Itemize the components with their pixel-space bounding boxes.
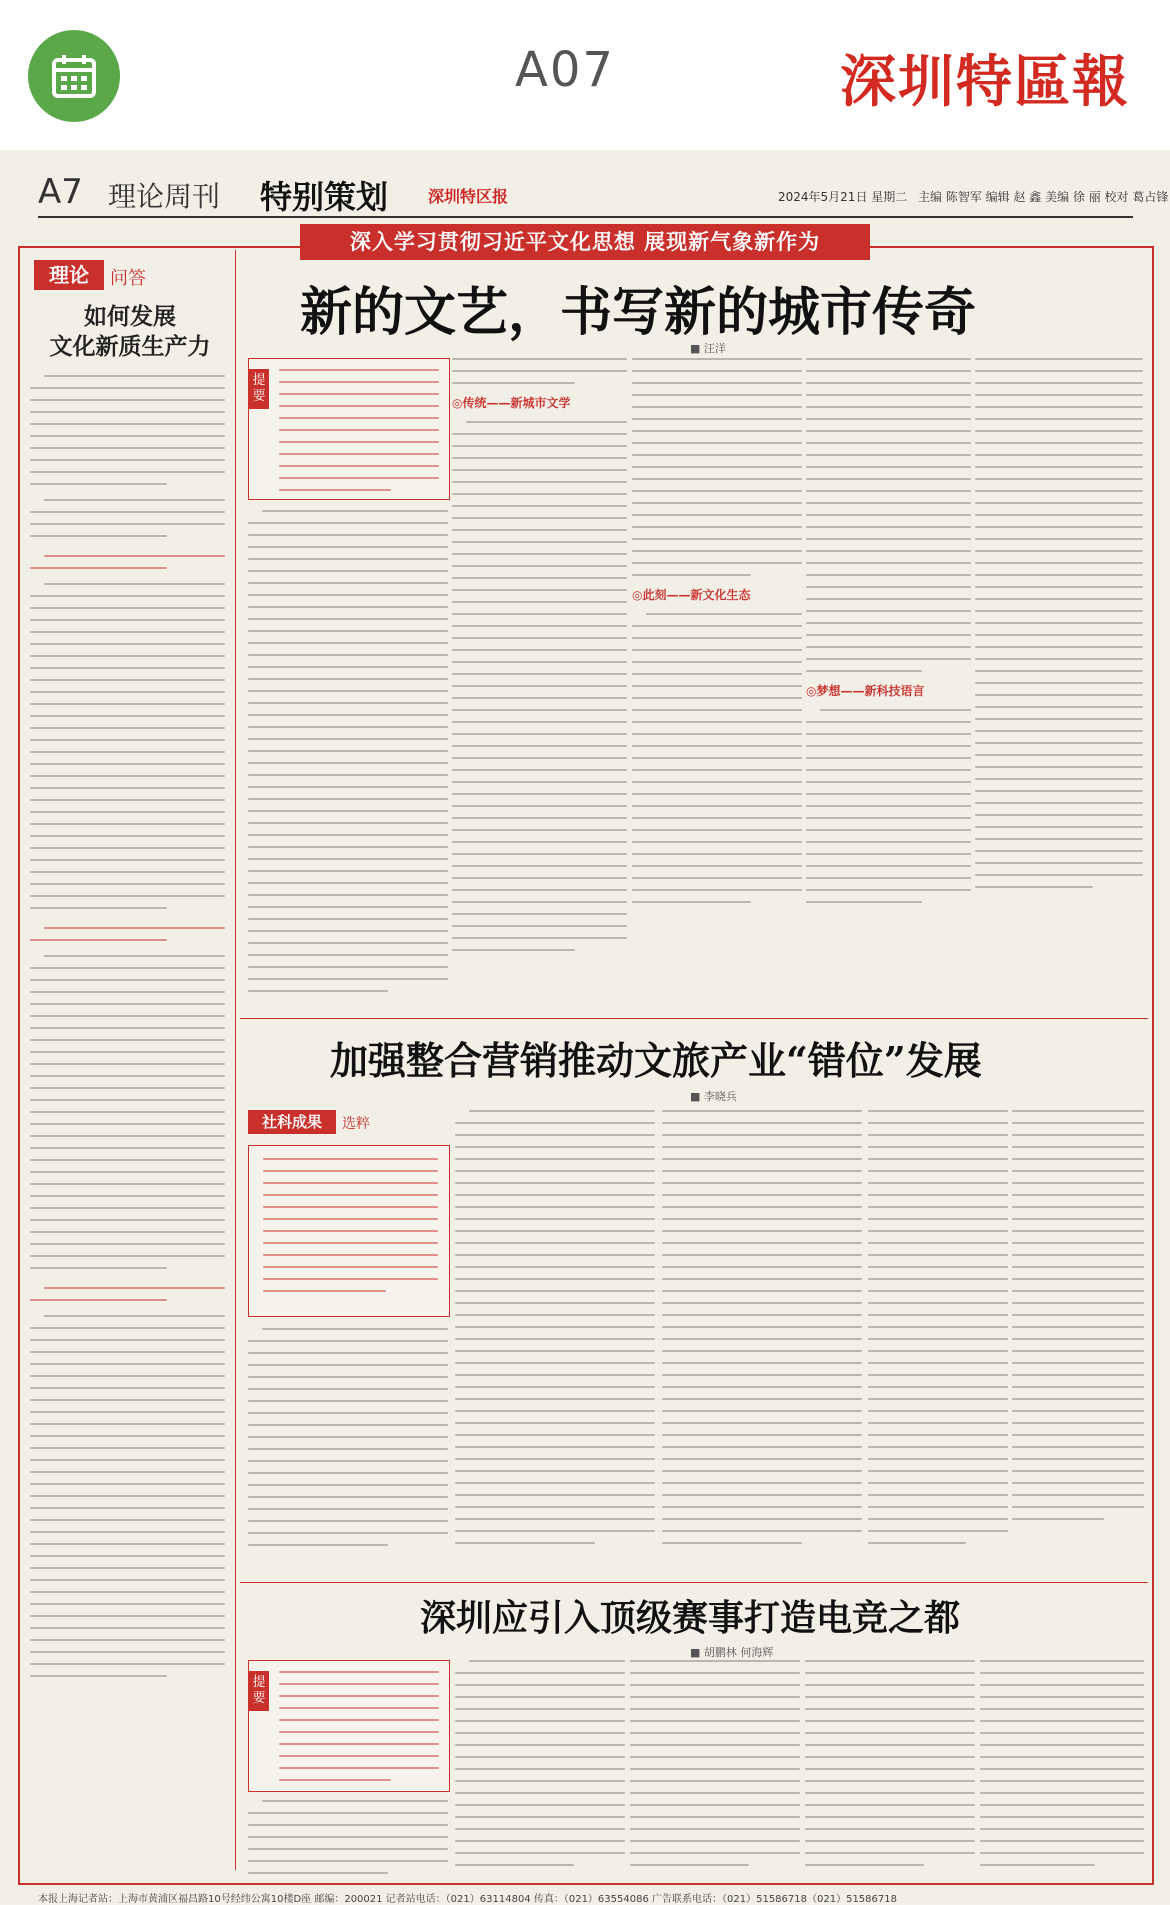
qa-tag xyxy=(20,260,230,290)
article3-col4 xyxy=(805,1660,975,1878)
qa-column xyxy=(20,250,236,1870)
article1-subhead2: ◎此刻——新文化生态 xyxy=(632,588,751,602)
qa-title-line1: 如何发展 xyxy=(84,303,176,330)
article2-col3 xyxy=(662,1110,862,1570)
article3-author: ■ 胡鹏林 何海辉 xyxy=(690,1646,774,1659)
article1-col4 xyxy=(806,358,971,1008)
page-number[interactable]: A07 xyxy=(515,42,615,98)
article2-col5 xyxy=(1012,1110,1144,1570)
article2-tag xyxy=(248,1110,448,1134)
theme-banner: 深入学习贯彻习近平文化思想 展现新气象新作为 xyxy=(300,224,870,260)
article1-col1 xyxy=(248,510,448,1010)
article2-col1 xyxy=(248,1328,448,1568)
article1-tip-label: 提要 xyxy=(249,369,269,409)
article2-tip-text xyxy=(263,1158,438,1308)
article1-col2 xyxy=(452,358,627,1008)
qa-tag-suffix: 问答 xyxy=(110,268,146,289)
article3-headline[interactable]: 深圳应引入顶级赛事打造电竞之都 xyxy=(420,1597,961,1639)
article3-col5 xyxy=(980,1660,1144,1878)
article1-tip-box xyxy=(248,358,450,500)
article1-author: ■ 汪洋 xyxy=(690,342,726,355)
article3-col3 xyxy=(630,1660,800,1878)
page-footer: 本报上海记者站：上海市黄浦区福昌路10号经纬公寓10楼D座 邮编：200021 记者站电话：（021）63114804 传真：（021）63554086 广告联系电话：（021）51586718（021）51586718 xyxy=(38,1894,897,1905)
article2-col2 xyxy=(455,1110,655,1570)
article3-col2 xyxy=(455,1660,625,1878)
article1-col5 xyxy=(975,358,1143,1008)
article3-tip-box xyxy=(248,1660,450,1792)
article2-tag-label: 社科成果 xyxy=(248,1110,336,1134)
header-page: A7 xyxy=(38,172,83,212)
calendar-icon[interactable] xyxy=(28,30,120,122)
article1-subhead1: ◎传统——新城市文学 xyxy=(452,396,571,410)
article1-subhead3: ◎梦想——新科技语言 xyxy=(806,684,925,698)
article3-tip-label: 提要 xyxy=(249,1671,269,1711)
header-editors: 主编 陈智军 编辑 赵 鑫 美编 徐 丽 校对 葛占锋 xyxy=(918,190,1169,204)
article2-headline[interactable]: 加强整合营销推动文旅产业“错位”发展 xyxy=(330,1038,982,1083)
header-section: 理论周刊 xyxy=(108,180,221,213)
newspaper-logo: 深圳特區報 xyxy=(840,49,1130,115)
page-header xyxy=(38,172,1169,218)
app-top-bar xyxy=(0,0,1170,150)
qa-title-line2: 文化新质生产力 xyxy=(49,333,211,360)
header-special: 特别策划 xyxy=(260,178,389,216)
article1-col3 xyxy=(632,358,802,1008)
article1-tip-text xyxy=(279,369,439,494)
article1-headline[interactable]: 新的文艺，书写新的城市传奇 xyxy=(300,282,977,343)
qa-title xyxy=(30,302,230,362)
article2-tip-box xyxy=(248,1145,450,1317)
qa-body-text xyxy=(30,375,225,1865)
header-date: 2024年5月21日 星期二 xyxy=(778,190,908,204)
qa-tag-label: 理论 xyxy=(34,260,104,290)
divider-article2-article3 xyxy=(240,1582,1148,1583)
article2-tag-suffix: 选粹 xyxy=(342,1116,370,1132)
article2-author: ■ 李晓兵 xyxy=(690,1090,737,1103)
newspaper-page xyxy=(0,150,1170,1903)
article2-col4 xyxy=(868,1110,1008,1570)
divider-article1-article2 xyxy=(240,1018,1148,1019)
header-logo: 深圳特区报 xyxy=(428,187,509,206)
article3-col1 xyxy=(248,1800,448,1878)
article3-tip-text xyxy=(279,1671,439,1786)
